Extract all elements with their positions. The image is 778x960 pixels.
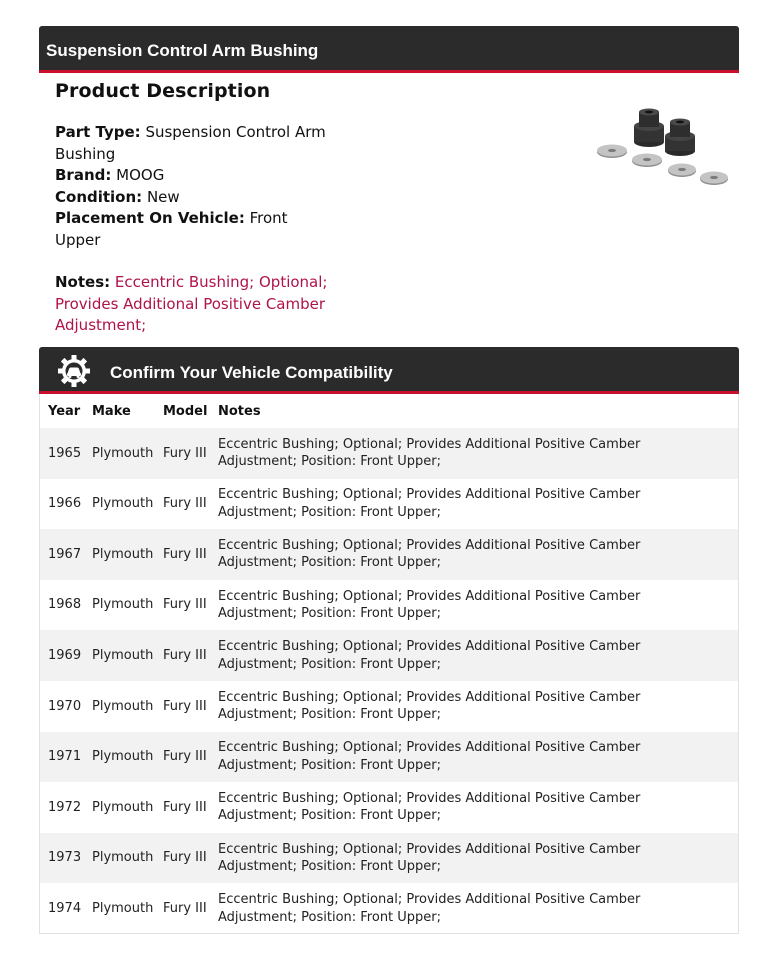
notes-value: Eccentric Bushing; Optional; Provides Additional Positive Camber Adjustment; — [55, 273, 328, 334]
cell-make: Plymouth — [92, 900, 154, 916]
table-row — [40, 782, 738, 833]
cell-notes: Eccentric Bushing; Optional; Provides Additional Positive Camber Adjustment; Position: Front Upper; — [218, 487, 641, 520]
cell-model: Fury III — [163, 850, 207, 866]
cell-model: Fury III — [163, 445, 207, 461]
cell-year: 1965 — [48, 445, 82, 461]
cell-make: Plymouth — [92, 597, 154, 613]
field-label: Brand: — [55, 166, 112, 184]
column-header-make: Make — [92, 403, 131, 419]
cell-make: Plymouth — [92, 445, 154, 461]
field-condition — [55, 187, 335, 209]
cell-year: 1967 — [48, 546, 82, 562]
notes-label: Notes: — [55, 273, 111, 291]
cell-year: 1970 — [48, 698, 82, 714]
table-header-row — [40, 394, 738, 428]
cell-notes: Eccentric Bushing; Optional; Provides Additional Positive Camber Adjustment; Position: Front Upper; — [218, 436, 641, 470]
cell-model: Fury III — [163, 900, 207, 916]
field-brand — [55, 165, 335, 187]
table-row — [40, 833, 738, 884]
column-header-year: Year — [48, 403, 81, 419]
cell-model: Fury III — [163, 546, 207, 562]
cell-model: Fury III — [163, 597, 207, 613]
product-title-bar — [39, 26, 739, 73]
field-placement — [55, 208, 335, 251]
cell-year: 1971 — [48, 749, 82, 765]
cell-notes: Eccentric Bushing; Optional; Provides Additional Positive Camber Adjustment; Position: Front Upper; — [218, 841, 641, 875]
cell-model: Fury III — [163, 799, 207, 815]
cell-notes: Eccentric Bushing; Optional; Provides Additional Positive Camber Adjustment; Position: Front Upper; — [218, 588, 641, 622]
product-notes — [55, 272, 335, 337]
cell-year: 1972 — [48, 799, 82, 815]
product-image[interactable] — [590, 106, 735, 191]
cell-notes: Eccentric Bushing; Optional; Provides Additional Positive Camber Adjustment; Position: Front Upper; — [218, 790, 641, 824]
cell-make: Plymouth — [92, 698, 154, 714]
cell-notes: Eccentric Bushing; Optional; Provides Additional Positive Camber Adjustment; Position: Front Upper; — [218, 740, 641, 773]
column-header-model: Model — [163, 403, 208, 419]
cell-model: Fury III — [163, 647, 207, 663]
field-label: Placement On Vehicle: — [55, 209, 245, 227]
cell-year: 1968 — [48, 597, 82, 613]
cell-make: Plymouth — [92, 546, 154, 562]
compatibility-title: Confirm Your Vehicle Compatibility — [110, 363, 393, 382]
field-value: Suspension Control Arm Bushing — [55, 123, 326, 163]
field-label: Condition: — [55, 187, 143, 206]
cell-make: Plymouth — [92, 850, 154, 866]
product-title: Suspension Control Arm Bushing — [46, 41, 319, 60]
table-row — [40, 732, 738, 783]
cell-notes: Eccentric Bushing; Optional; Provides Additional Positive Camber Adjustment; Position: Front Upper; — [218, 639, 641, 672]
compatibility-bar — [39, 347, 739, 394]
field-part-type — [55, 122, 335, 165]
field-value: Front Upper — [55, 209, 288, 249]
cell-model: Fury III — [163, 749, 207, 765]
cell-year: 1966 — [48, 496, 82, 512]
cell-make: Plymouth — [92, 496, 154, 512]
cell-make: Plymouth — [92, 647, 154, 663]
product-description — [55, 78, 335, 337]
field-value: New — [146, 187, 180, 206]
cell-year: 1969 — [48, 647, 82, 663]
description-heading: Product Description — [55, 80, 271, 102]
cell-year: 1974 — [48, 900, 82, 916]
cell-notes: Eccentric Bushing; Optional; Provides Additional Positive Camber Adjustment; Position: Front Upper; — [218, 689, 641, 723]
cell-model: Fury III — [163, 698, 207, 714]
cell-model: Fury III — [163, 496, 207, 512]
table-row — [40, 529, 738, 580]
table-row — [40, 630, 738, 681]
field-label: Part Type: — [55, 123, 141, 141]
table-row — [40, 681, 738, 732]
cell-make: Plymouth — [92, 799, 154, 815]
gear-car-icon — [56, 353, 92, 389]
table-row — [40, 883, 738, 934]
cell-notes: Eccentric Bushing; Optional; Provides Additional Positive Camber Adjustment; Position: Front Upper; — [218, 537, 641, 571]
cell-year: 1973 — [48, 850, 82, 866]
compatibility-table — [39, 394, 739, 934]
cell-notes: Eccentric Bushing; Optional; Provides Additional Positive Camber Adjustment; Position: Front Upper; — [218, 892, 641, 925]
table-row — [40, 580, 738, 631]
column-header-notes: Notes — [218, 403, 261, 419]
table-row — [40, 428, 738, 479]
table-row — [40, 479, 738, 530]
cell-make: Plymouth — [92, 749, 154, 765]
field-value: MOOG — [116, 166, 165, 184]
